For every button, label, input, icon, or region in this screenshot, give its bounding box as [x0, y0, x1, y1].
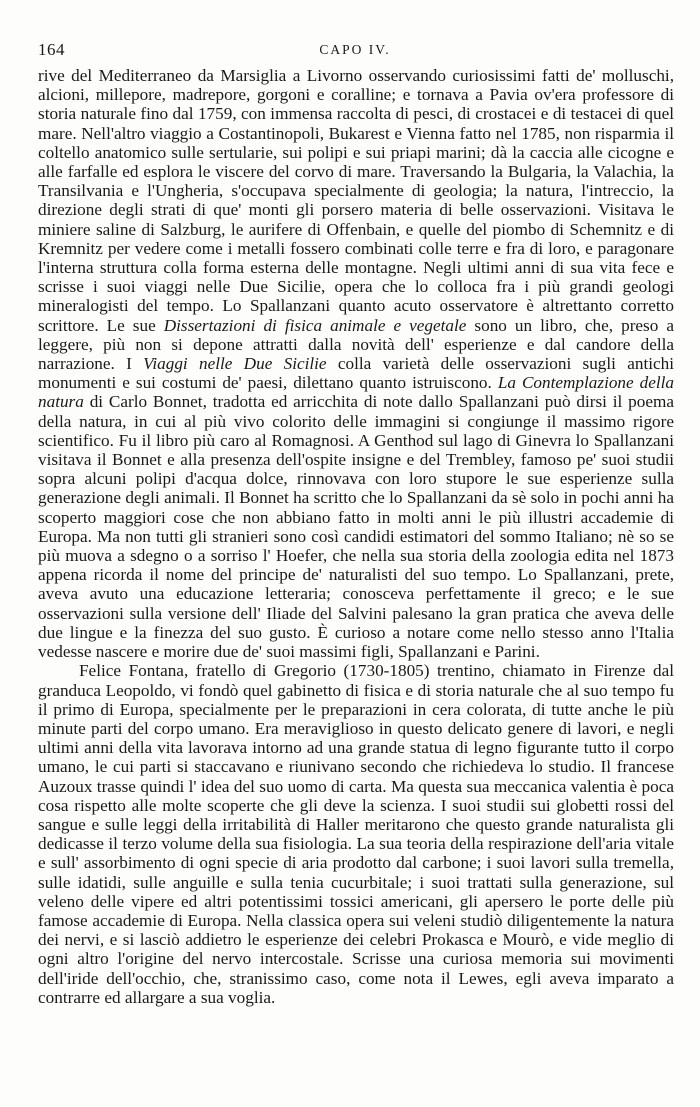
body-text	[38, 66, 674, 1007]
running-head: CAPO IV.	[319, 42, 391, 57]
paragraph	[38, 661, 674, 1007]
text-segment: Felice Fontana, fratello di Gregorio (1730-1805) trentino, chiamato in Firenze dal granduca Leopoldo, vi fondò quel gabinetto di fisica e di storia naturale che al suo tempo fu il primo di Europa, specialmente per le preparazioni in cera colorata, di tutte anche le più minute parti del corpo umano. Era meraviglioso in questo delicato genere di lavori, e negli ultimi anni della vita lavorava intorno ad una grande statua di legno figurante tutto il corpo umano, le cui parti si staccavano e riunivano secondo che richiedeva lo studio. Il francese Auzoux trasse quindi l' idea del suo uomo di carta. Ma questa sua meccanica valentia è poca cosa rispetto alle molte scoperte che gli deve la scienza. I suoi studii sui globetti rossi del sangue e sulle leggi della irritabilità di Haller meritarono che questo grande naturalista gli dedicasse il terzo volume della sua fisiologia. La sua teoria della respirazione dell'aria vitale e sull' assorbimento di ogni specie di aria prodotto dal carbone; i suoi lavori sulla tremella, sulle idatidi, sulle anguille e sulla tenia cucurbitale; i suoi trattati sulla generazione, sul veleno delle vipere ed altri potentissimi tossici americani, gli apersero le porte delle più famose accademie di Europa. Nella classica opera sui veleni studiò diligentemente la natura dei nervi, e si lasciò addietro le esperienze dei celebri Prokasca e Mourò, e vide meglio di ogni altro l'origine del nervo intercostale. Scrisse una curiosa memoria sui movimenti dell'iride dell'occhio, che, stranissimo caso, come nota il Lewes, egli aveva imparato a contrarre ed allargare a sua voglia.	[38, 661, 674, 1007]
text-segment: di Carlo Bonnet, tradotta ed arricchita di note dallo Spallanzani può dirsi il poema della natura, in cui al più vivo colorito delle immagini si congiunge il massimo rigore scientifico. Fu il libro più caro al Romagnosi. A Genthod sul lago di Ginevra lo Spallanzani visitava il Bonnet e alla presenza dell'ospite insigne e del Trembley, famoso pe' suoi studii sopra alcuni polipi d'acqua dolce, rinnovava con loro stupore le sue esperienze sulla generazione degli animali. Il Bonnet ha scritto che lo Spallanzani da sè solo in pochi anni ha scoperto maggiori cose che non abbiano fatto in molti anni le più illustri accademie di Europa. Ma non tutti gli stranieri sono così candidi estimatori del sommo Italiano; nè so se più muova a sdegno o a sorriso l' Hoefer, che nella sua storia della zoologia edita nel 1873 appena ricorda il nome del principe de' naturalisti del suo tempo. Lo Spallanzani, prete, aveva avuto una educazione letteraria; conosceva perfettamente il greco; e le sue osservazioni sulla versione dell' Iliade del Salvini palesano la gran pratica che aveva delle due lingue e la finezza del suo gusto. È curioso a notare come nello stesso anno l'Italia vedesse nascere e morire due de' suoi massimi figli, Spallanzani e Parini.	[38, 392, 674, 662]
page-number: 164	[38, 40, 65, 59]
text-segment: rive del Mediterraneo da Marsiglia a Livorno osservando curiosissimi fatti de' molluschi, alcioni, millepore, madrepore, gorgoni e coralline; e tornava a Pavia ov'era professore di storia naturale fino dal 1759, con immensa raccolta di pesci, di crostacei e di testacei di quel mare. Nell'altro viaggio a Costantinopoli, Bukarest e Vienna fatto nel 1785, non risparmia il coltello anatomico sulle sertularie, sui polipi e sui priapi marini; dà la caccia alle cicogne e alle farfalle ed esplora le viscere del corvo di mare. Traversando la Bulgaria, la Valachia, la Transilvania e l'Ungheria, s'occupava specialmente di geologia; la natura, l'intreccio, la direzione degli strati di que' monti gli porsero materia di belle osservazioni. Visitava le miniere saline di Salzburg, le aurifere di Offenbain, e quelle del piombo di Schemnitz e di Kremnitz per vedere come i metalli fossero combinati colle terre e fra di loro, e paragonare l'interna struttura colla forma esterna delle montagne. Negli ultimi anni di sua vita fece e scrisse i suoi viaggi nelle Due Sicilie, opera che lo colloca fra i più grandi geologi mineralogisti del tempo. Lo Spallanzani quanto acuto osservatore è altrettanto corretto scrittore. Le sue	[38, 66, 674, 335]
page-header	[38, 40, 672, 64]
text-segment: colla varietà delle osservazioni sugli antichi monumenti e sui costumi de' paesi, dilettano quanto istruiscono.	[38, 354, 675, 393]
paragraph	[38, 66, 674, 661]
book-title: Viaggi nelle Due Sicilie	[143, 354, 327, 374]
book-title: Dissertazioni di fisica animale e vegetale	[163, 315, 467, 335]
text-segment: sono un libro, che, preso a leggere, più non si depone attratti dalla novità dell' esperienze e dal candore della narrazione. I	[38, 315, 674, 374]
book-title: La Contemplazione della natura	[38, 373, 675, 412]
